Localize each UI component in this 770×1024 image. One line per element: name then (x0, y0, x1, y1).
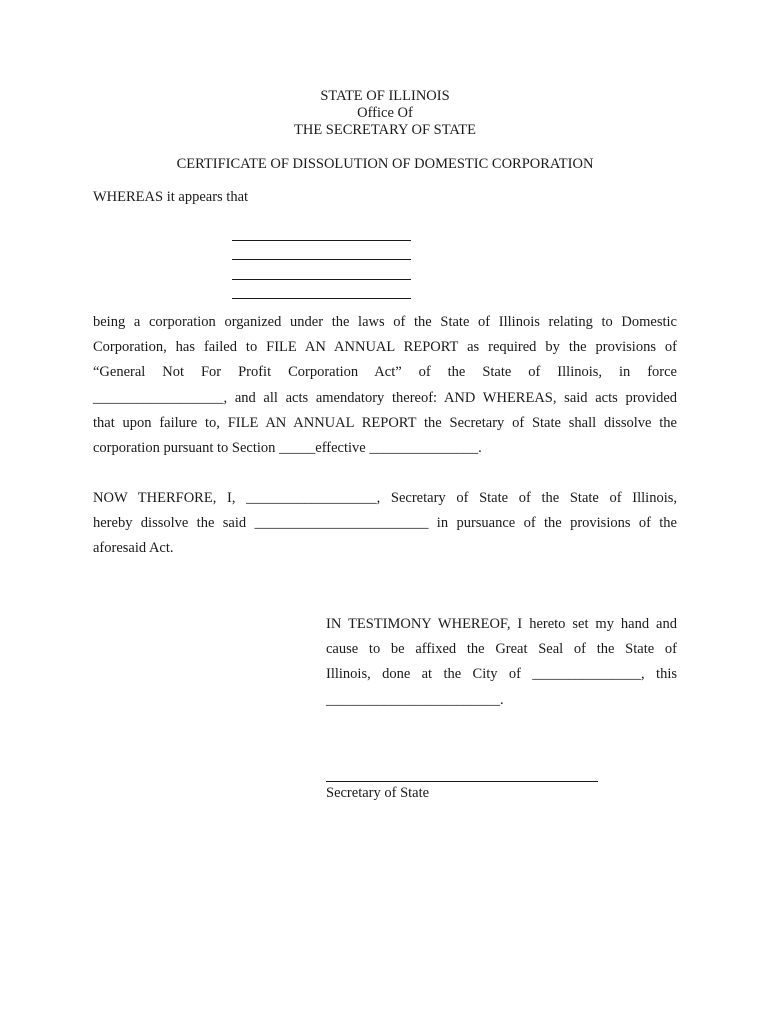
paragraph-line: NOW THERFORE, I, __________________, Secretary of State of the State of Illinois, (93, 490, 677, 506)
whereas-intro: WHEREAS it appears that (93, 189, 249, 205)
paragraph-line: __________________, and all acts amendatory thereof: AND WHEREAS, said acts provided (93, 389, 677, 406)
paragraph-line: being a corporation organized under the laws of the State of Illinois relating to Domestic (93, 314, 677, 330)
blank-line[interactable] (232, 221, 411, 241)
paragraph-line: that upon failure to, FILE AN ANNUAL REPORT the Secretary of State shall dissolve the (93, 414, 677, 431)
paragraph-line: corporation pursuant to Section _____effective _______________. (93, 439, 482, 456)
testimony-line: ________________________. (326, 691, 504, 708)
paragraph-whereas (93, 310, 677, 461)
blank-line[interactable] (232, 260, 411, 280)
corporation-name-blanks (232, 221, 412, 299)
testimony-line: cause to be affixed the Great Seal of the State of (326, 641, 677, 658)
blank-line[interactable] (232, 241, 411, 261)
signature-line[interactable] (326, 781, 598, 782)
signature-label: Secretary of State (326, 785, 430, 801)
testimony-block (326, 612, 677, 713)
paragraph-line: hereby dissolve the said ________________________ in pursuance of the provisions of the (93, 515, 677, 532)
certificate-title: CERTIFICATE OF DISSOLUTION OF DOMESTIC CORPORATION (176, 156, 594, 172)
paragraph-line: Corporation, has failed to FILE AN ANNUAL REPORT as required by the provisions of (93, 339, 677, 356)
header-state: STATE OF ILLINOIS (320, 88, 450, 104)
paragraph-now-therefore (93, 486, 677, 562)
testimony-line: Illinois, done at the City of _______________, this (326, 666, 677, 683)
paragraph-line: aforesaid Act. (93, 540, 174, 557)
header-office-of: Office Of (357, 105, 413, 121)
paragraph-line: “General Not For Profit Corporation Act” of the State of Illinois, in force (93, 364, 677, 381)
blank-line[interactable] (232, 280, 411, 300)
testimony-line: IN TESTIMONY WHEREOF, I hereto set my hand and (326, 616, 677, 632)
header-secretary: THE SECRETARY OF STATE (293, 122, 477, 138)
